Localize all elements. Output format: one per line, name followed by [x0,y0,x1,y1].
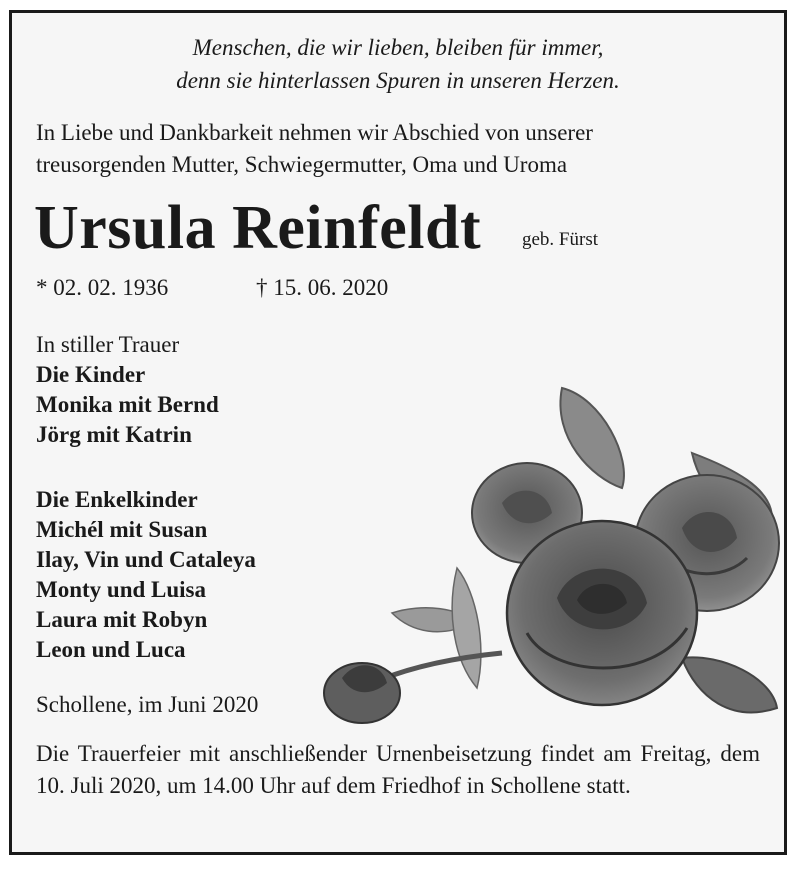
leaf-lower [452,568,481,688]
birth-date: * 02. 02. 1936 [36,275,169,300]
death-date: † 15. 06. 2020 [256,275,389,300]
roses-illustration [302,378,782,738]
grandchild-entry: Monty und Luisa [36,577,207,602]
intro-line-1: In Liebe und Dankbarkeit nehmen wir Abschied von unserer [36,120,593,145]
deceased-name: Ursula Reinfeldt [34,194,482,262]
motto-line-1: Menschen, die wir lieben, bleiben für immer, [192,35,604,60]
grandchild-entry: Laura mit Robyn [36,607,208,632]
children-heading: Die Kinder [36,362,146,387]
grandchild-entry: Leon und Luca [36,637,186,662]
funeral-notice: Die Trauerfeier mit anschließender Urnenbeisetzung findet am Freitag, dem 10. Juli 2020, um 14.00 Uhr auf dem Friedhof in Schollene statt. [36,741,760,798]
intro-line-2: treusorgenden Mutter, Schwiegermutter, Oma und Uroma [36,152,568,177]
leaf-bottom-right [682,657,777,712]
place-date: Schollene, im Juni 2020 [36,692,259,717]
maiden-name: geb. Fürst [522,229,598,250]
child-entry: Jörg mit Katrin [36,422,192,447]
motto-line-2: denn sie hinterlassen Spuren in unseren Herzen. [176,68,620,93]
grandchild-entry: Ilay, Vin und Cataleya [36,547,256,572]
mourners-intro: In stiller Trauer [36,332,180,357]
child-entry: Monika mit Bernd [36,392,219,417]
leaf-top [560,388,624,488]
grandchild-entry: Michél mit Susan [36,517,208,542]
obituary-frame [9,10,787,855]
grandchildren-heading: Die Enkelkinder [36,487,198,512]
